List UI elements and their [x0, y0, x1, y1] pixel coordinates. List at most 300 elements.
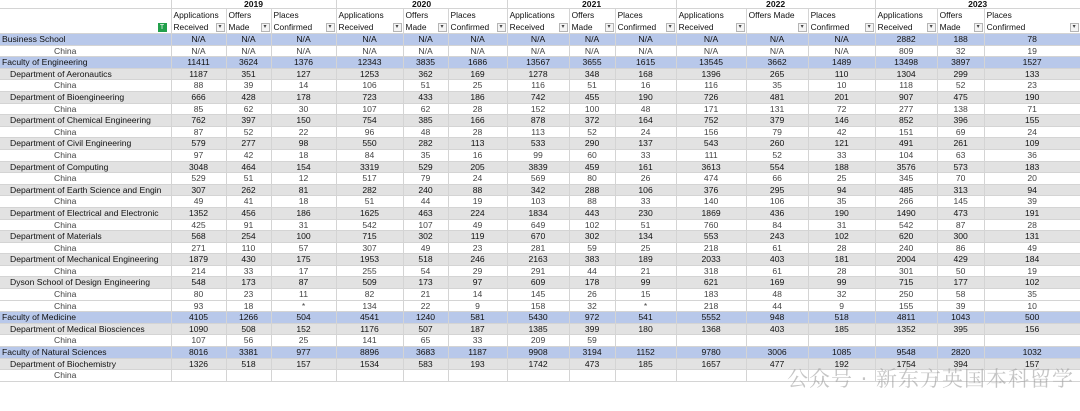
table-cell[interactable]: 351 [226, 68, 271, 80]
table-cell[interactable]: 151 [875, 126, 937, 138]
row-label[interactable]: China [0, 335, 171, 347]
table-cell[interactable]: 183 [984, 161, 1080, 173]
table-cell[interactable]: 26 [615, 173, 676, 185]
corner-cell[interactable] [0, 0, 171, 9]
table-cell[interactable]: 425 [171, 219, 226, 231]
table-cell[interactable]: 186 [271, 207, 336, 219]
column-header[interactable] [875, 9, 937, 34]
table-cell[interactable] [808, 370, 875, 382]
row-label[interactable]: Department of Computing [0, 161, 171, 173]
table-cell[interactable]: 48 [403, 126, 448, 138]
table-cell[interactable]: 972 [569, 312, 615, 324]
table-cell[interactable]: 224 [448, 207, 507, 219]
table-cell[interactable]: 24 [984, 126, 1080, 138]
table-cell[interactable]: 91 [226, 219, 271, 231]
table-cell[interactable]: 189 [615, 254, 676, 266]
table-cell[interactable]: 878 [507, 115, 569, 127]
table-cell[interactable]: 118 [875, 80, 937, 92]
table-cell[interactable]: 18 [271, 149, 336, 161]
table-cell[interactable]: 16 [448, 149, 507, 161]
table-cell[interactable]: 155 [875, 300, 937, 312]
row-label[interactable]: Business School [0, 34, 171, 46]
table-cell[interactable]: 307 [336, 242, 403, 254]
table-cell[interactable]: 107 [403, 219, 448, 231]
table-cell[interactable]: 1396 [676, 68, 746, 80]
table-cell[interactable]: 106 [615, 184, 676, 196]
table-cell[interactable]: 28 [448, 126, 507, 138]
table-cell[interactable] [171, 370, 226, 382]
table-cell[interactable]: 14 [448, 289, 507, 301]
row-label[interactable]: Dyson School of Design Engineering [0, 277, 171, 289]
table-cell[interactable]: 9548 [875, 347, 937, 359]
table-cell[interactable]: 542 [336, 219, 403, 231]
table-cell[interactable]: 94 [808, 184, 875, 196]
table-cell[interactable]: 491 [875, 138, 937, 150]
table-cell[interactable]: 383 [569, 254, 615, 266]
table-cell[interactable]: 1253 [336, 68, 403, 80]
table-cell[interactable]: 59 [569, 335, 615, 347]
dropdown-arrow-icon[interactable]: ▾ [261, 23, 270, 32]
table-cell[interactable]: 1953 [336, 254, 403, 266]
table-cell[interactable]: 573 [937, 161, 984, 173]
table-cell[interactable]: 1085 [808, 347, 875, 359]
table-cell[interactable]: 52 [569, 126, 615, 138]
table-cell[interactable]: 99 [615, 277, 676, 289]
table-cell[interactable]: N/A [171, 34, 226, 46]
table-cell[interactable]: 300 [937, 231, 984, 243]
table-cell[interactable]: 1376 [271, 57, 336, 69]
table-cell[interactable]: 97 [448, 277, 507, 289]
table-cell[interactable]: 13545 [676, 57, 746, 69]
table-cell[interactable]: 261 [937, 138, 984, 150]
table-cell[interactable]: 87 [271, 277, 336, 289]
table-cell[interactable]: 62 [403, 103, 448, 115]
table-cell[interactable] [569, 370, 615, 382]
table-cell[interactable]: 23 [984, 80, 1080, 92]
table-cell[interactable]: 670 [507, 231, 569, 243]
table-cell[interactable]: 178 [569, 277, 615, 289]
column-header[interactable] [171, 9, 226, 34]
table-cell[interactable]: 473 [569, 358, 615, 370]
table-cell[interactable]: 809 [875, 45, 937, 57]
table-cell[interactable]: 22 [403, 300, 448, 312]
table-cell[interactable]: 246 [448, 254, 507, 266]
row-label[interactable]: Faculty of Engineering [0, 57, 171, 69]
table-cell[interactable]: 474 [676, 173, 746, 185]
table-cell[interactable]: 23 [226, 289, 271, 301]
table-cell[interactable]: 548 [171, 277, 226, 289]
table-cell[interactable]: 481 [746, 91, 808, 103]
table-cell[interactable]: 533 [507, 138, 569, 150]
table-cell[interactable]: 181 [808, 254, 875, 266]
table-cell[interactable]: 554 [746, 161, 808, 173]
table-cell[interactable]: 313 [937, 184, 984, 196]
table-cell[interactable]: 106 [746, 196, 808, 208]
table-cell[interactable]: 25 [448, 80, 507, 92]
table-cell[interactable]: 171 [676, 103, 746, 115]
table-cell[interactable]: 62 [226, 103, 271, 115]
table-cell[interactable]: 31 [808, 219, 875, 231]
table-cell[interactable]: 302 [403, 231, 448, 243]
table-cell[interactable]: 230 [615, 207, 676, 219]
table-cell[interactable]: 18 [226, 300, 271, 312]
table-cell[interactable]: 168 [615, 68, 676, 80]
dropdown-arrow-icon[interactable]: ▾ [559, 23, 568, 32]
row-label[interactable]: Faculty of Natural Sciences [0, 347, 171, 359]
table-cell[interactable]: 39 [226, 80, 271, 92]
table-cell[interactable]: 107 [171, 335, 226, 347]
table-cell[interactable]: 649 [507, 219, 569, 231]
table-cell[interactable]: 184 [984, 254, 1080, 266]
table-cell[interactable]: 455 [569, 91, 615, 103]
column-header[interactable] [984, 9, 1080, 34]
table-cell[interactable]: N/A [615, 45, 676, 57]
table-cell[interactable]: N/A [403, 34, 448, 46]
table-cell[interactable]: 1754 [875, 358, 937, 370]
table-cell[interactable]: 3655 [569, 57, 615, 69]
table-cell[interactable]: 188 [937, 34, 984, 46]
table-cell[interactable]: 19 [984, 265, 1080, 277]
row-label[interactable]: China [0, 370, 171, 382]
table-cell[interactable]: 399 [569, 323, 615, 335]
dropdown-arrow-icon[interactable]: ▾ [393, 23, 402, 32]
table-cell[interactable]: 318 [676, 265, 746, 277]
table-cell[interactable]: 19 [984, 45, 1080, 57]
table-cell[interactable]: 69 [937, 126, 984, 138]
column-header[interactable] [507, 9, 569, 34]
table-cell[interactable]: 302 [569, 231, 615, 243]
table-cell[interactable]: 49 [171, 196, 226, 208]
dropdown-arrow-icon[interactable]: ▾ [798, 23, 807, 32]
table-cell[interactable]: 52 [937, 80, 984, 92]
table-cell[interactable]: 9 [808, 300, 875, 312]
table-cell[interactable]: 12343 [336, 57, 403, 69]
table-cell[interactable]: 173 [403, 277, 448, 289]
table-cell[interactable]: 36 [984, 149, 1080, 161]
row-label[interactable]: China [0, 149, 171, 161]
table-cell[interactable]: 666 [171, 91, 226, 103]
table-cell[interactable]: 88 [448, 184, 507, 196]
table-cell[interactable]: 24 [615, 126, 676, 138]
filter-icon[interactable]: T [158, 23, 167, 32]
table-cell[interactable] [746, 335, 808, 347]
table-cell[interactable]: 119 [448, 231, 507, 243]
table-cell[interactable]: 301 [875, 265, 937, 277]
dropdown-arrow-icon[interactable]: ▾ [927, 23, 936, 32]
table-cell[interactable]: 475 [937, 91, 984, 103]
table-cell[interactable]: 977 [271, 347, 336, 359]
table-cell[interactable]: 1176 [336, 323, 403, 335]
table-cell[interactable]: 473 [937, 207, 984, 219]
dropdown-arrow-icon[interactable]: ▾ [666, 23, 675, 32]
table-cell[interactable]: 433 [403, 91, 448, 103]
table-cell[interactable]: 620 [875, 231, 937, 243]
table-cell[interactable]: 2004 [875, 254, 937, 266]
table-cell[interactable]: 32 [569, 300, 615, 312]
table-cell[interactable]: 154 [271, 161, 336, 173]
table-cell[interactable] [676, 335, 746, 347]
table-cell[interactable]: N/A [448, 34, 507, 46]
table-cell[interactable]: 762 [171, 115, 226, 127]
table-cell[interactable]: 504 [271, 312, 336, 324]
table-cell[interactable]: 192 [808, 358, 875, 370]
table-cell[interactable]: 8896 [336, 347, 403, 359]
table-cell[interactable]: 193 [448, 358, 507, 370]
column-header[interactable] [937, 9, 984, 34]
table-cell[interactable]: 49 [403, 242, 448, 254]
row-label[interactable]: Department of Biochemistry [0, 358, 171, 370]
table-cell[interactable]: 282 [403, 138, 448, 150]
table-cell[interactable]: 403 [746, 323, 808, 335]
table-cell[interactable] [403, 370, 448, 382]
table-cell[interactable]: 529 [403, 161, 448, 173]
table-cell[interactable]: 21 [403, 289, 448, 301]
table-cell[interactable]: 262 [226, 184, 271, 196]
row-label[interactable]: China [0, 219, 171, 231]
table-cell[interactable]: 84 [336, 149, 403, 161]
table-cell[interactable]: 26 [569, 289, 615, 301]
table-cell[interactable] [937, 370, 984, 382]
table-cell[interactable]: 541 [615, 312, 676, 324]
table-cell[interactable]: N/A [808, 34, 875, 46]
table-cell[interactable]: 190 [984, 91, 1080, 103]
table-cell[interactable]: 44 [746, 300, 808, 312]
row-label[interactable]: China [0, 80, 171, 92]
table-cell[interactable]: 42 [808, 126, 875, 138]
table-cell[interactable]: N/A [569, 34, 615, 46]
table-cell[interactable]: 508 [226, 323, 271, 335]
table-cell[interactable]: 201 [808, 91, 875, 103]
table-cell[interactable]: 3319 [336, 161, 403, 173]
table-cell[interactable]: 80 [171, 289, 226, 301]
table-cell[interactable]: 1489 [808, 57, 875, 69]
table-cell[interactable]: 3194 [569, 347, 615, 359]
row-label[interactable]: Department of Aeronautics [0, 68, 171, 80]
table-cell[interactable]: 21 [615, 265, 676, 277]
table-cell[interactable]: 9780 [676, 347, 746, 359]
table-cell[interactable]: 397 [226, 115, 271, 127]
table-cell[interactable]: 97 [171, 149, 226, 161]
table-cell[interactable]: 109 [984, 138, 1080, 150]
table-cell[interactable]: 152 [271, 323, 336, 335]
table-cell[interactable]: 127 [271, 68, 336, 80]
table-cell[interactable]: 2820 [937, 347, 984, 359]
table-cell[interactable]: 254 [226, 231, 271, 243]
table-cell[interactable]: 51 [403, 80, 448, 92]
table-cell[interactable]: 156 [984, 323, 1080, 335]
table-cell[interactable]: 1032 [984, 347, 1080, 359]
column-header[interactable] [569, 9, 615, 34]
table-cell[interactable] [984, 335, 1080, 347]
table-cell[interactable]: N/A [808, 45, 875, 57]
table-cell[interactable]: 553 [676, 231, 746, 243]
table-cell[interactable]: 265 [746, 68, 808, 80]
table-cell[interactable]: 35 [808, 196, 875, 208]
table-cell[interactable]: 509 [336, 277, 403, 289]
table-cell[interactable]: 19 [448, 196, 507, 208]
table-cell[interactable]: 518 [226, 358, 271, 370]
table-cell[interactable]: 51 [569, 80, 615, 92]
table-cell[interactable]: 4105 [171, 312, 226, 324]
row-label[interactable]: Department of Chemical Engineering [0, 115, 171, 127]
table-cell[interactable]: 79 [403, 173, 448, 185]
table-cell[interactable]: 529 [171, 173, 226, 185]
table-cell[interactable]: 80 [569, 173, 615, 185]
table-cell[interactable]: 137 [615, 138, 676, 150]
table-cell[interactable]: 456 [226, 207, 271, 219]
table-cell[interactable]: 30 [271, 103, 336, 115]
table-cell[interactable]: 2882 [875, 34, 937, 46]
table-cell[interactable]: 477 [746, 358, 808, 370]
table-cell[interactable]: 96 [336, 126, 403, 138]
table-cell[interactable]: 1879 [171, 254, 226, 266]
table-cell[interactable]: 621 [676, 277, 746, 289]
table-cell[interactable]: 4541 [336, 312, 403, 324]
table-cell[interactable]: 106 [336, 80, 403, 92]
table-cell[interactable]: 32 [808, 289, 875, 301]
table-cell[interactable]: 140 [676, 196, 746, 208]
table-cell[interactable]: 3897 [937, 57, 984, 69]
table-cell[interactable]: 113 [448, 138, 507, 150]
table-cell[interactable]: 250 [875, 289, 937, 301]
table-cell[interactable]: 141 [336, 335, 403, 347]
table-cell[interactable]: 157 [271, 358, 336, 370]
table-cell[interactable]: 17 [271, 265, 336, 277]
table-cell[interactable] [676, 370, 746, 382]
table-cell[interactable]: 113 [507, 126, 569, 138]
table-cell[interactable]: 65 [403, 335, 448, 347]
table-cell[interactable]: N/A [746, 45, 808, 57]
row-label[interactable]: Department of Electrical and Electronic [0, 207, 171, 219]
table-cell[interactable]: 518 [808, 312, 875, 324]
row-label[interactable]: China [0, 300, 171, 312]
table-cell[interactable]: 61 [746, 265, 808, 277]
table-cell[interactable]: 1625 [336, 207, 403, 219]
table-cell[interactable]: 187 [448, 323, 507, 335]
table-cell[interactable]: 57 [271, 242, 336, 254]
row-label[interactable]: Department of Materials [0, 231, 171, 243]
table-cell[interactable]: N/A [615, 34, 676, 46]
table-cell[interactable]: 345 [875, 173, 937, 185]
table-cell[interactable]: 173 [226, 277, 271, 289]
table-cell[interactable]: 180 [615, 323, 676, 335]
table-cell[interactable]: N/A [676, 45, 746, 57]
table-cell[interactable]: 1385 [507, 323, 569, 335]
table-cell[interactable]: 102 [569, 219, 615, 231]
table-cell[interactable]: 93 [171, 300, 226, 312]
table-cell[interactable]: 33 [615, 149, 676, 161]
table-cell[interactable]: 48 [615, 103, 676, 115]
table-cell[interactable]: 1266 [226, 312, 271, 324]
row-label[interactable]: Department of Civil Engineering [0, 138, 171, 150]
table-cell[interactable] [875, 370, 937, 382]
table-cell[interactable] [336, 370, 403, 382]
table-cell[interactable]: N/A [336, 45, 403, 57]
table-cell[interactable]: 102 [808, 231, 875, 243]
dropdown-arrow-icon[interactable]: ▾ [605, 23, 614, 32]
table-cell[interactable]: 72 [808, 103, 875, 115]
table-cell[interactable]: 2163 [507, 254, 569, 266]
table-cell[interactable]: 10 [984, 300, 1080, 312]
table-cell[interactable] [937, 335, 984, 347]
table-cell[interactable]: 517 [336, 173, 403, 185]
table-cell[interactable]: 82 [336, 289, 403, 301]
row-label[interactable]: China [0, 196, 171, 208]
table-cell[interactable]: 51 [226, 173, 271, 185]
table-cell[interactable]: 99 [808, 277, 875, 289]
table-cell[interactable]: 9 [448, 300, 507, 312]
dropdown-arrow-icon[interactable]: ▾ [974, 23, 983, 32]
table-cell[interactable]: 240 [403, 184, 448, 196]
row-label[interactable]: Department of Medical Biosciences [0, 323, 171, 335]
table-cell[interactable]: 3048 [171, 161, 226, 173]
table-cell[interactable]: 436 [746, 207, 808, 219]
table-cell[interactable]: 550 [336, 138, 403, 150]
table-cell[interactable]: 175 [271, 254, 336, 266]
table-cell[interactable]: 1657 [676, 358, 746, 370]
dropdown-arrow-icon[interactable]: ▾ [326, 23, 335, 32]
table-cell[interactable]: 18 [271, 196, 336, 208]
table-cell[interactable]: 164 [615, 115, 676, 127]
dropdown-arrow-icon[interactable]: ▾ [438, 23, 447, 32]
table-cell[interactable]: 12 [271, 173, 336, 185]
table-cell[interactable]: 104 [875, 149, 937, 161]
table-cell[interactable]: 243 [746, 231, 808, 243]
table-cell[interactable]: 295 [746, 184, 808, 196]
table-cell[interactable]: 11 [271, 289, 336, 301]
table-cell[interactable]: 542 [875, 219, 937, 231]
table-cell[interactable]: 507 [403, 323, 448, 335]
table-cell[interactable]: * [271, 300, 336, 312]
table-cell[interactable]: 32 [937, 45, 984, 57]
table-cell[interactable]: 152 [507, 103, 569, 115]
table-cell[interactable] [875, 335, 937, 347]
table-cell[interactable]: 385 [403, 115, 448, 127]
table-cell[interactable]: 214 [171, 265, 226, 277]
table-cell[interactable]: 87 [937, 219, 984, 231]
table-cell[interactable]: 138 [937, 103, 984, 115]
table-cell[interactable]: 24 [448, 173, 507, 185]
table-cell[interactable]: 581 [448, 312, 507, 324]
table-cell[interactable]: 583 [403, 358, 448, 370]
table-cell[interactable]: 185 [615, 358, 676, 370]
table-cell[interactable] [984, 370, 1080, 382]
column-header[interactable] [615, 9, 676, 34]
table-cell[interactable]: 102 [984, 277, 1080, 289]
row-label[interactable]: China [0, 289, 171, 301]
row-label[interactable]: China [0, 103, 171, 115]
table-cell[interactable]: 218 [676, 300, 746, 312]
table-cell[interactable]: 35 [984, 289, 1080, 301]
table-cell[interactable]: 14 [271, 80, 336, 92]
table-cell[interactable]: N/A [507, 45, 569, 57]
table-cell[interactable]: 500 [984, 312, 1080, 324]
dropdown-arrow-icon[interactable]: ▾ [216, 23, 225, 32]
table-cell[interactable]: 16 [615, 80, 676, 92]
table-cell[interactable]: 715 [875, 277, 937, 289]
table-cell[interactable]: 188 [808, 161, 875, 173]
table-cell[interactable]: 266 [875, 196, 937, 208]
table-cell[interactable]: 1368 [676, 323, 746, 335]
table-cell[interactable]: 13498 [875, 57, 937, 69]
table-cell[interactable]: 121 [808, 138, 875, 150]
table-cell[interactable]: * [615, 300, 676, 312]
table-cell[interactable]: 157 [984, 358, 1080, 370]
table-cell[interactable]: 3683 [403, 347, 448, 359]
table-cell[interactable]: 52 [746, 149, 808, 161]
table-cell[interactable]: 20 [984, 173, 1080, 185]
column-header[interactable] [746, 9, 808, 34]
